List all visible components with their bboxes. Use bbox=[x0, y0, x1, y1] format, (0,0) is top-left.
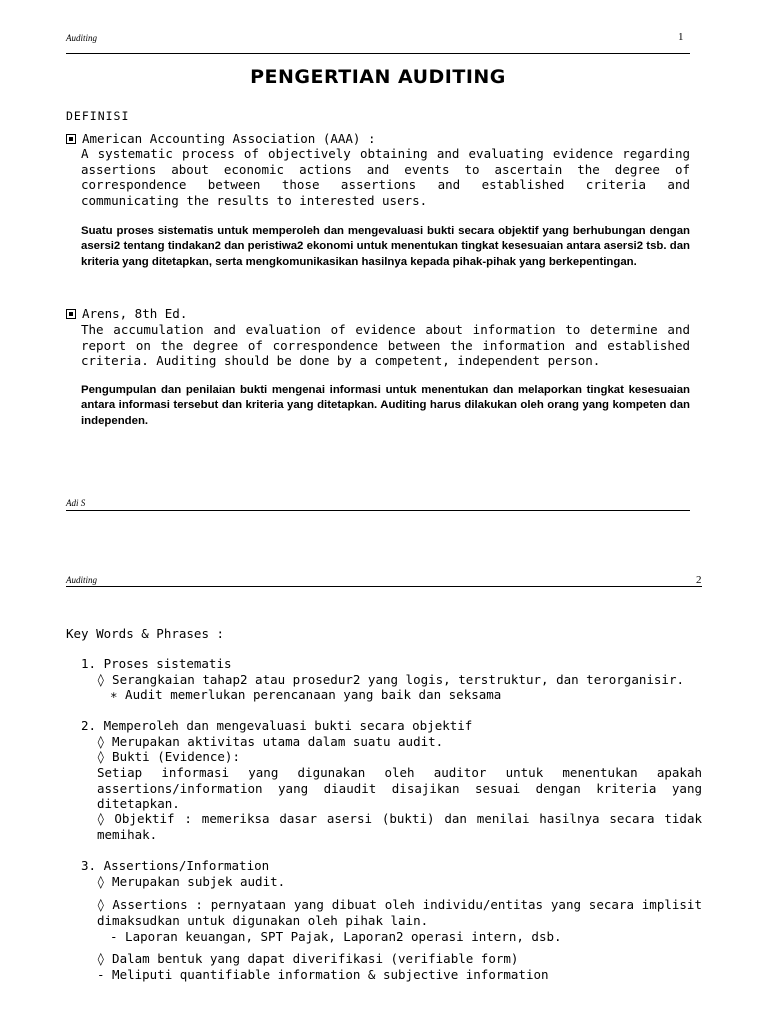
list-item-dash: - Laporan keuangan, SPT Pajak, Laporan2 operasi intern, dsb. bbox=[110, 929, 562, 944]
definition-english-aaa: A systematic process of objectively obtaining and evaluating evidence regarding assertions about economic actions and events to ascertain the degree of correspondence between those assertions and established criteria and communicating the results to interested users. bbox=[81, 146, 690, 208]
definition-source-aaa: American Accounting Association (AAA) : bbox=[66, 131, 376, 146]
list-item-diamond: ◊ Merupakan subjek audit. bbox=[97, 874, 286, 889]
list-item-diamond: ◊ Serangkaian tahap2 atau prosedur2 yang logis, terstruktur, dan terorganisir. bbox=[97, 672, 684, 687]
list-item-diamond: ◊ Objektif : memeriksa dasar asersi (bukti) dan menilai hasilnya secara tidak memihak. bbox=[97, 811, 702, 842]
definition-source-arens: Arens, 8th Ed. bbox=[66, 306, 187, 321]
checkbox-bullet-icon bbox=[66, 134, 76, 144]
list-item-diamond: ◊ Merupakan aktivitas utama dalam suatu audit. bbox=[97, 734, 444, 749]
list-item-title: 2. Memperoleh dan mengevaluasi bukti secara objektif bbox=[81, 718, 473, 733]
page-header-left: Auditing bbox=[66, 575, 97, 585]
page-title: PENGERTIAN AUDITING bbox=[250, 66, 506, 88]
footer-rule bbox=[66, 510, 690, 511]
list-item-star: ∗ Audit memerlukan perencanaan yang baik dan seksama bbox=[110, 687, 502, 702]
list-item-diamond: ◊ Dalam bentuk yang dapat diverifikasi (verifiable form) bbox=[97, 951, 519, 966]
list-item-diamond: ◊ Bukti (Evidence): bbox=[97, 749, 240, 764]
list-item-diamond: ◊ Assertions : pernyataan yang dibuat oleh individu/entitas yang secara implisit dimaksudkan untuk digunakan oleh pihak lain. bbox=[97, 897, 702, 928]
list-item-title: 3. Assertions/Information bbox=[81, 858, 270, 873]
header-rule bbox=[66, 53, 690, 54]
definition-indonesian-arens: Pengumpulan dan penilaian bukti mengenai informasi untuk menentukan dan melaporkan tingkat kesesuaian antara informasi tersebut dan kriteria yang ditetapkan. Auditing harus dilakukan oleh orang yang kompeten dan independen. bbox=[81, 384, 690, 427]
page-number: 2 bbox=[696, 574, 702, 586]
page-number: 1 bbox=[678, 31, 684, 43]
page-header-left: Auditing bbox=[66, 33, 97, 43]
checkbox-bullet-icon bbox=[66, 309, 76, 319]
list-item-dash: - Meliputi quantifiable information & subjective information bbox=[97, 967, 549, 982]
section-label: DEFINISI bbox=[66, 109, 130, 123]
page-footer-left: Adi S bbox=[66, 498, 86, 508]
header-rule bbox=[66, 586, 702, 587]
definition-indonesian-aaa: Suatu proses sistematis untuk memperoleh dan mengevaluasi bukti secara objektif yang berhubungan dengan asersi2 tentang tindakan2 dan peristiwa2 ekonomi untuk menentukan tingkat kesesuaian antara asersi2 tsb. dan kriteria yang ditetapkan, serta mengkomunikasikan hasilnya kepada pihak-pihak yang berkepentingan. bbox=[81, 225, 690, 268]
list-item-title: 1. Proses sistematis bbox=[81, 656, 232, 671]
key-words-heading: Key Words & Phrases : bbox=[66, 626, 225, 641]
evidence-definition: Setiap informasi yang digunakan oleh auditor untuk menentukan apakah assertions/information yang diaudit disajikan sesuai dengan kriteria yang ditetapkan. bbox=[97, 765, 702, 811]
definition-english-arens: The accumulation and evaluation of evidence about information to determine and report on the degree of correspondence between the information and established criteria. Auditing should be done by a competent, independent person. bbox=[81, 322, 690, 368]
